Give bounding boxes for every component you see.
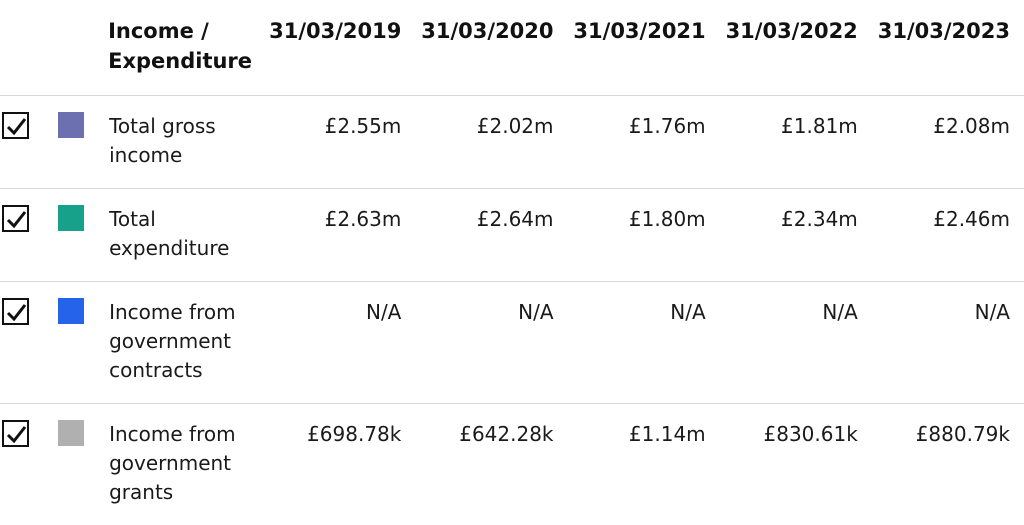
row-checkbox-cell [0,281,42,403]
row-value: £2.63m [263,188,415,281]
row-value: £1.76m [568,95,720,188]
check-icon [6,209,27,230]
series-color-swatch [58,205,84,231]
row-checkbox[interactable] [2,112,29,139]
table-row [0,188,1024,281]
row-value: £2.02m [415,95,567,188]
header-year-1: 31/03/2019 [263,0,415,95]
row-value: £698.78k [307,421,402,446]
row-value: N/A [263,281,415,403]
header-year-4: 31/03/2022 [720,0,872,95]
header-swatch-column [42,0,108,95]
row-value: £1.81m [720,95,872,188]
row-value: £2.55m [263,95,415,188]
table-row [0,403,1024,525]
row-value: N/A [872,281,1024,403]
table-header [0,0,1024,95]
row-value: £642.28k [459,421,554,446]
header-year-5: 31/03/2023 [872,0,1024,95]
row-value: £1.80m [568,188,720,281]
row-checkbox[interactable] [2,205,29,232]
row-color-cell [42,403,108,525]
row-color-cell [42,188,108,281]
row-value: N/A [720,281,872,403]
table-row [0,281,1024,403]
row-label: Income from government grants [109,421,236,504]
row-checkbox[interactable] [2,420,29,447]
row-label: Income from government contracts [108,281,263,403]
row-checkbox-cell [0,95,42,188]
row-label: Total expenditure [108,188,263,281]
table-header-row [0,0,1024,95]
check-icon [6,302,27,323]
row-value: £830.61k [763,421,858,446]
check-icon [6,424,27,445]
series-color-swatch [58,298,84,324]
row-value: £2.08m [872,95,1024,188]
header-label: Income / Expenditure [108,0,263,95]
header-year-2: 31/03/2020 [415,0,567,95]
row-checkbox-cell [0,188,42,281]
series-color-swatch [58,112,84,138]
series-color-swatch [58,420,84,446]
row-value: N/A [568,281,720,403]
row-checkbox-cell [0,403,42,525]
row-value: £2.34m [720,188,872,281]
row-value: £880.79k [915,421,1010,446]
row-value: £1.14m [628,421,706,446]
row-label: Total gross income [108,95,263,188]
header-year-3: 31/03/2021 [568,0,720,95]
check-icon [6,116,27,137]
row-value: N/A [415,281,567,403]
header-checkbox-column [0,0,42,95]
table-body [0,95,1024,525]
row-checkbox[interactable] [2,298,29,325]
row-color-cell [42,95,108,188]
row-value: £2.46m [872,188,1024,281]
row-color-cell [42,281,108,403]
table-row [0,95,1024,188]
row-value: £2.64m [415,188,567,281]
